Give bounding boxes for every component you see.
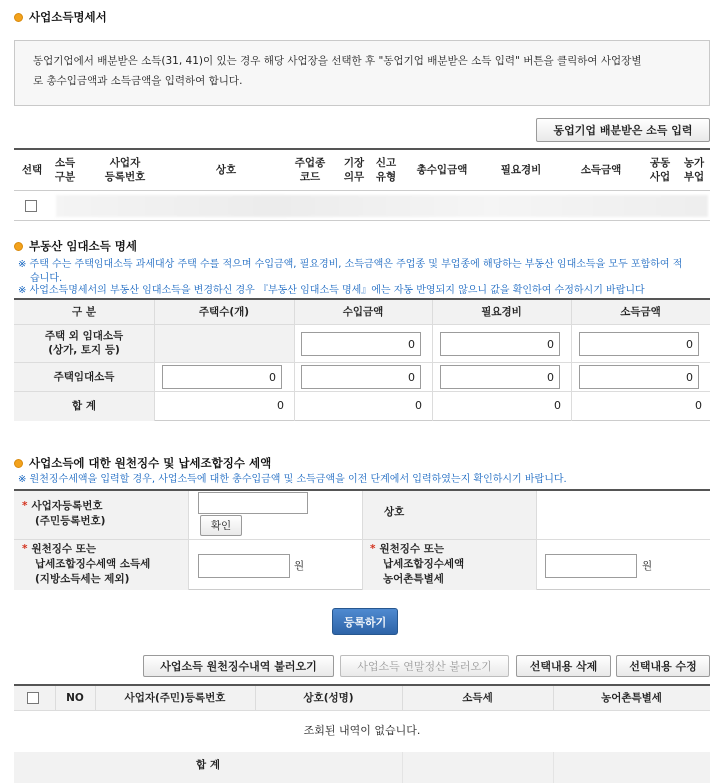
- th-bookkeeping: 기장 의무: [343, 157, 365, 183]
- won-unit-1: 원: [294, 560, 305, 572]
- other-revenue-input[interactable]: [301, 332, 421, 356]
- biz-income-section-title: [14, 9, 107, 25]
- re-th-house-count: 주택수(개): [198, 306, 250, 318]
- biz-no-input[interactable]: [198, 492, 308, 514]
- th-biz-no: 사업자 등록번호: [104, 157, 146, 183]
- res-th-biz-no: 사업자(주민)등록번호: [124, 692, 226, 704]
- partner-income-button[interactable]: 동업기업 배분받은 소득 입력: [536, 118, 710, 142]
- total-income: 0: [695, 399, 702, 412]
- house-count-input[interactable]: [162, 365, 282, 389]
- th-farm: 농가 부업: [683, 157, 705, 183]
- house-expenses-input[interactable]: [440, 365, 560, 389]
- th-total-income: 총수입금액: [416, 164, 468, 176]
- rural-tax-input[interactable]: [545, 554, 637, 578]
- re-row-house-label: 주택임대소득: [53, 371, 115, 383]
- delete-selected-button[interactable]: 선택내용 삭제: [516, 655, 611, 677]
- th-company: 상호: [215, 164, 237, 176]
- res-th-income-tax: 소득세: [462, 692, 493, 704]
- confirm-button[interactable]: 확인: [200, 515, 242, 536]
- info-line-1: 동업기업에서 배분받은 소득(31, 41)이 있는 경우 해당 사업장을 선택한 후 "동업기업 배분받은 소득 입력" 버튼을 클릭하여 사업장별: [33, 55, 642, 67]
- section-bullet-icon: [14, 13, 23, 22]
- result-total-label: 합 계: [196, 759, 220, 771]
- biz-income-title: 사업소득명세서: [29, 10, 107, 24]
- info-line-2: 로 총수입금액과 소득금액을 입력하여 합니다.: [33, 75, 243, 87]
- withholding-note: ※ 원천징수세액을 입력할 경우, 사업소득에 대한 총수입금액 및 소득금액을 이전 단계에서 입력하였는지 확인하시기 바랍니다.: [18, 474, 567, 485]
- section-bullet-icon: [14, 242, 23, 251]
- real-estate-title: 부동산 임대소득 명세: [29, 239, 137, 253]
- th-report-type: 신고 유형: [375, 157, 397, 183]
- re-row-other-label: 주택 외 임대소득 (상가, 토지 등): [44, 330, 124, 356]
- res-th-rural-tax: 농어촌특별세: [601, 692, 662, 704]
- biz-income-info-box: [14, 40, 710, 106]
- biz-no-label: * 사업자등록번호 (주민등록번호): [22, 500, 106, 527]
- other-income-input[interactable]: [579, 332, 699, 356]
- rural-tax-label: * 원천징수 또는 납세조합징수세액 농어촌특별세: [370, 543, 465, 585]
- real-estate-section-title: [14, 238, 137, 254]
- th-joint: 공동 사업: [649, 157, 671, 183]
- re-empty-count-bg: [154, 324, 294, 362]
- real-estate-note-2: ※ 사업소득명세서의 부동산 임대소득을 변경하신 경우 『부동산 임대소득 명세』에는 자동 반영되지 않으니 값을 확인하여 수정하시기 바랍니다: [18, 285, 645, 296]
- house-income-input[interactable]: [579, 365, 699, 389]
- real-estate-note-1b: 습니다.: [30, 273, 63, 284]
- section-bullet-icon: [14, 459, 23, 468]
- re-row-total-label: 합 계: [72, 400, 96, 412]
- load-withholding-button[interactable]: 사업소득 원천징수내역 불러오기: [143, 655, 334, 677]
- select-all-checkbox[interactable]: [27, 692, 39, 704]
- income-tax-input[interactable]: [198, 554, 290, 578]
- th-main-code: 주업종 코드: [294, 157, 326, 183]
- th-expenses: 필요경비: [500, 164, 542, 176]
- th-income-amount: 소득금액: [580, 164, 622, 176]
- other-expenses-input[interactable]: [440, 332, 560, 356]
- re-th-revenue: 수입금액: [342, 306, 384, 318]
- blurred-row-content: [56, 195, 708, 217]
- re-th-income: 소득금액: [620, 306, 661, 318]
- re-th-category: 구 분: [72, 306, 96, 318]
- total-expenses: 0: [554, 399, 561, 412]
- company-label: 상호: [384, 506, 405, 518]
- res-th-no: NO: [66, 692, 84, 704]
- house-revenue-input[interactable]: [301, 365, 421, 389]
- tax-label: * 원천징수 또는 납세조합징수세액 소득세 (지방소득세는 제외): [22, 543, 151, 585]
- th-select: 선택: [21, 164, 43, 176]
- re-th-expenses: 필요경비: [481, 306, 522, 318]
- edit-selected-button[interactable]: 선택내용 수정: [616, 655, 710, 677]
- real-estate-note-1a: ※ 주택 수는 주택임대소득 과세대상 주택 수를 적으며 수입금액, 필요경비, 소득금액은 주업종 및 부업종에 해당하는 부동산 임대소득을 모두 포함하여 적: [18, 259, 683, 270]
- total-house-count: 0: [277, 399, 284, 412]
- register-button[interactable]: 등록하기: [332, 608, 398, 635]
- res-th-company: 상호(성명): [303, 692, 354, 704]
- row-select-checkbox[interactable]: [25, 200, 37, 212]
- empty-message: 조회된 내역이 없습니다.: [303, 724, 421, 737]
- th-income-type: 소득 구분: [54, 157, 76, 183]
- total-revenue: 0: [415, 399, 422, 412]
- withholding-title: 사업소득에 대한 원천징수 및 납세조합징수 세액: [29, 456, 272, 470]
- biz-income-row: [14, 191, 710, 221]
- load-yearend-button: 사업소득 연말정산 불러오기: [340, 655, 509, 677]
- won-unit-2: 원: [642, 560, 653, 572]
- withholding-section-title: [14, 455, 271, 471]
